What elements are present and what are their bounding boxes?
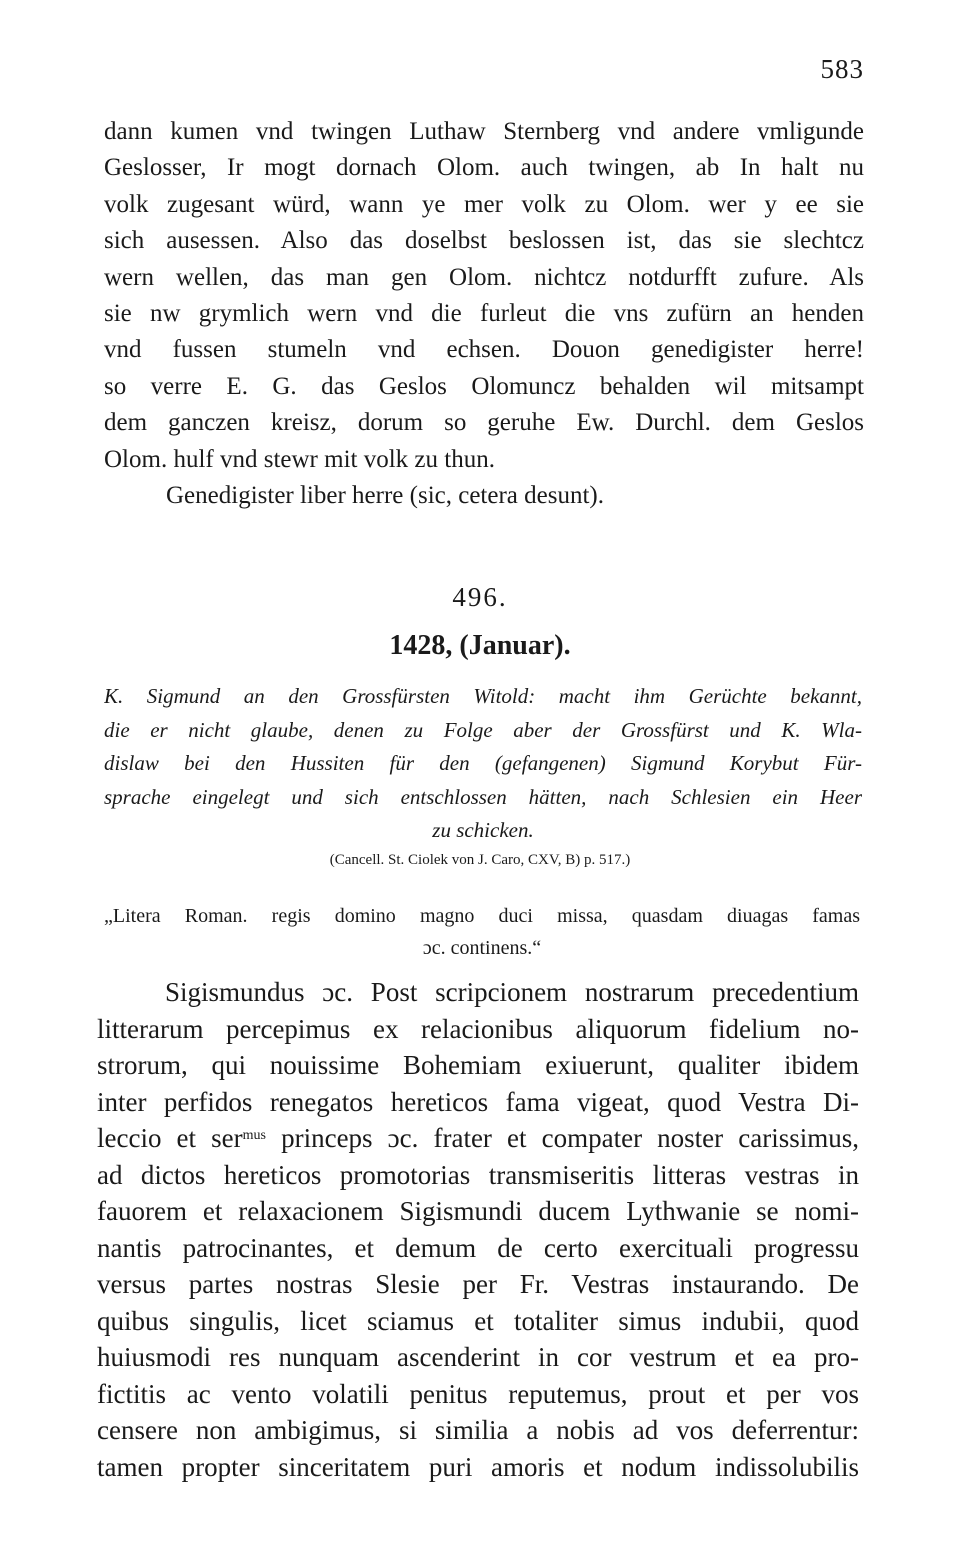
letter-body — [97, 974, 859, 1485]
text-line: so verre E. G. das Geslos Olomuncz behalden wil mitsampt — [104, 372, 864, 400]
body-line: nantis patrocinantes, et demum de certo exercituali progressu — [97, 1232, 859, 1263]
rubric-line: „Litera Roman. regis domino magno duci missa, quasdam diuagas famas — [104, 905, 860, 927]
source-citation: (Cancell. St. Ciolek von J. Caro, CXV, B) p. 517.) — [329, 852, 631, 868]
body-line: versus partes nostras Slesie per Fr. Vestras instaurando. De — [97, 1269, 859, 1299]
page-number: 583 — [820, 54, 864, 84]
regest-line: K. Sigmund an den Grossfürsten Witold: macht ihm Gerüchte bekannt, — [104, 684, 862, 708]
closing-line: Genedigister liber herre (sic, cetera desunt). — [166, 481, 604, 509]
body-line: Sigismundus ɔc. Post scripcionem nostrarum precedentium — [165, 977, 859, 1007]
body-line: litterarum percepimus ex relacionibus aliquorum fidelium no- — [97, 1013, 859, 1044]
regest-summary — [104, 680, 862, 848]
body-line: strorum, qui nouissime Bohemiam exiuerunt, qualiter ibidem — [97, 1050, 859, 1080]
regest-line: zu schicken. — [432, 818, 534, 842]
regest-line: dislaw bei den Hussiten für den (gefangenen) Sigmund Korybut Für- — [104, 751, 862, 775]
superscript-abbreviation: mus — [242, 1128, 266, 1143]
document-date: 1428, (Januar). — [389, 630, 571, 661]
document-number: 496. — [452, 582, 508, 612]
body-text-segment: leccio et ser — [97, 1123, 243, 1153]
body-text-segment: princeps ɔc. frater et compater noster carissimus, — [265, 1123, 859, 1153]
rubric — [104, 900, 860, 964]
body-line: ad dictos hereticos promotorias transmiseritis litteras vestras in — [97, 1159, 859, 1190]
body-line: inter perfidos renegatos hereticos fama vigeat, quod Vestra Di- — [97, 1086, 859, 1117]
continued-text-block — [104, 114, 864, 514]
body-line: fauorem et relaxacionem Sigismundi ducem Lythwanie se nomi- — [97, 1196, 859, 1226]
text-line: sie nw grymlich wern vnd die furleut die vns zufürn an henden — [104, 299, 864, 327]
text-line: Olom. hulf vnd stewr mit volk zu thun. — [104, 445, 495, 473]
body-line — [97, 1120, 859, 1157]
text-line: dem ganczen kreisz, dorum so geruhe Ew. Durchl. dem Geslos — [104, 409, 864, 437]
rubric-line: ɔc. continens.“ — [422, 937, 542, 959]
body-line: huiusmodi res nunquam ascenderint in cor vestrum et ea pro- — [97, 1342, 859, 1372]
body-line: tamen propter sinceritatem puri amoris et nodum indissolubilis — [97, 1451, 859, 1482]
regest-line: sprache eingelegt und sich entschlossen hätten, nach Schlesien ein Heer — [104, 784, 862, 809]
text-line: sich ausessen. Also das doselbst beslossen ist, das sie slechtcz — [104, 227, 864, 255]
body-line: censere non ambigimus, si similia a nobis ad vos deferrentur: — [97, 1415, 859, 1445]
text-line: wern wellen, das man gen Olom. nichtcz notdurfft zufure. Als — [104, 263, 864, 291]
text-line: Geslosser, Ir mogt dornach Olom. auch twingen, ab In halt nu — [104, 154, 864, 182]
text-line: vnd fussen stumeln vnd echsen. Douon genedigister herre! — [104, 336, 864, 364]
regest-line: die er nicht glaube, denen zu Folge aber der Grossfürst und K. Wla- — [104, 717, 862, 742]
body-line: quibus singulis, licet sciamus et totaliter simus indubii, quod — [97, 1305, 859, 1336]
text-line: dann kumen vnd twingen Luthaw Sternberg vnd andere vmligunde — [104, 118, 864, 145]
text-line: volk zugesant würd, wann ye mer volk zu Olom. wer y ee sie — [104, 190, 864, 218]
body-line: fictitis ac vento volatili penitus reputemus, prout et per vos — [97, 1378, 859, 1409]
